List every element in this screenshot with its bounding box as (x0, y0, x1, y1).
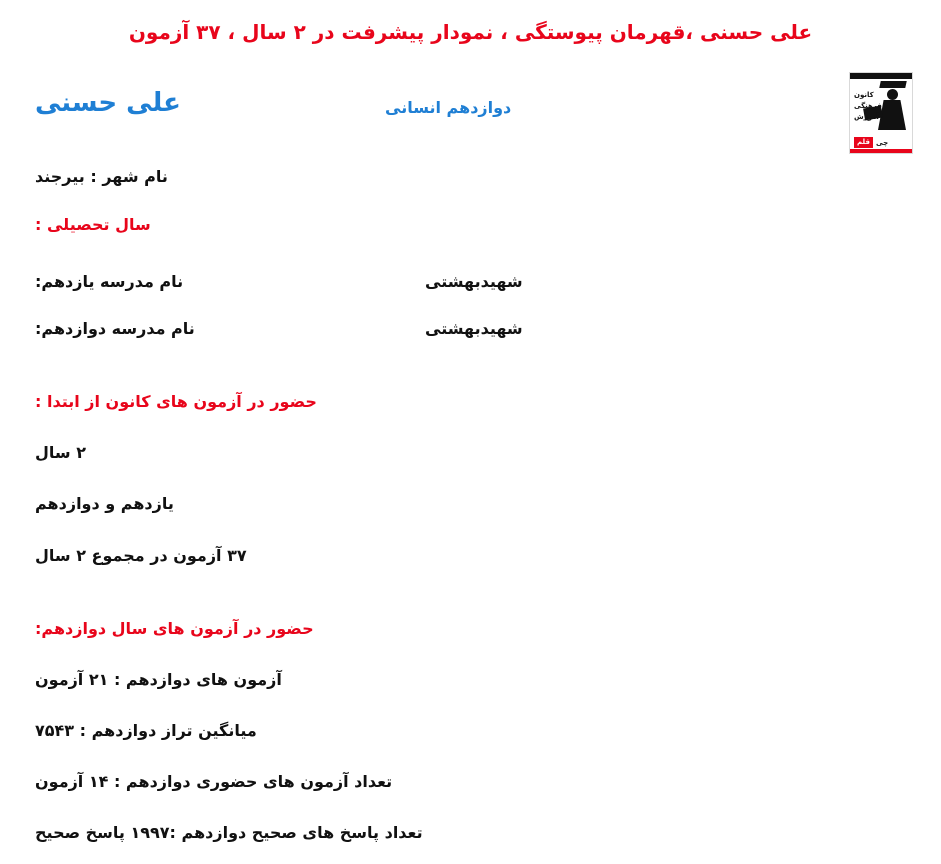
student-grade: دوازدهم انسانی (385, 98, 512, 117)
grade12-correct-answers: تعداد پاسخ های صحیح دوازدهم :۱۹۹۷ پاسخ صحیح (35, 823, 423, 842)
logo-line-1: کانون (854, 91, 874, 99)
grade12-in-person: تعداد آزمون های حضوری دوازدهم : ۱۴ آزمون (35, 772, 393, 791)
logo-bottom-strip (850, 149, 912, 153)
graduate-head-icon (887, 89, 898, 100)
grade12-average: میانگین تراز دوازدهم : ۷۵۴۳ (35, 721, 257, 740)
logo-badge: قلم (854, 137, 873, 148)
school-11-label: نام مدرسه یازدهم: (35, 272, 184, 291)
grade12-heading: حضور در آزمون های سال دوازدهم: (35, 619, 314, 638)
attendance-years: ۲ سال (35, 443, 86, 462)
grade12-exams: آزمون های دوازدهم : ۲۱ آزمون (35, 670, 282, 689)
kanoon-logo (849, 72, 913, 154)
graduate-cap-icon (879, 81, 906, 88)
academic-year-label: سال تحصیلی : (35, 215, 151, 234)
student-city: نام شهر : بیرجند (35, 167, 168, 186)
logo-badge-sub: چی (876, 139, 889, 147)
page-title: علی حسنی ،قهرمان پیوستگی ، نمودار پیشرفت در ۲ سال ، ۳۷ آزمون (128, 20, 813, 44)
logo-top-strip (850, 73, 912, 79)
logo-line-3: آموزش (854, 113, 879, 121)
attendance-heading: حضور در آزمون های کانون از ابتدا : (35, 392, 317, 411)
school-12-label: نام مدرسه دوازدهم: (35, 319, 195, 338)
school-11-value: شهیدبهشتی (425, 272, 523, 291)
logo-line-2: فرهنگی (854, 102, 882, 110)
attendance-grades: یازدهم و دوازدهم (35, 494, 174, 513)
school-12-value: شهیدبهشتی (425, 319, 523, 338)
attendance-total-exams: ۳۷ آزمون در مجموع ۲ سال (35, 546, 247, 565)
student-name: علی حسنی (35, 88, 181, 118)
